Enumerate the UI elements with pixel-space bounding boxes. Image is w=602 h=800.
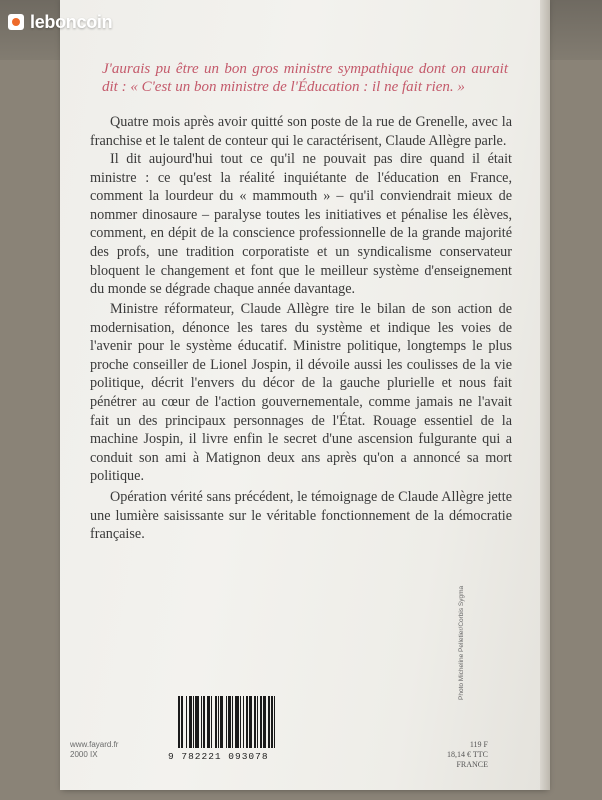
paragraph-1: Quatre mois après avoir quitté son poste de la rue de Grenelle, avec la franchise et le talent de conteur qui le caractérisent, Claude Allègre parle.	[90, 114, 512, 149]
publisher-info	[70, 740, 118, 760]
barcode-stripe	[275, 696, 277, 748]
leboncoin-logo-text: leboncoin	[30, 11, 113, 32]
paragraph-4: Opération vérité sans précédent, le témoignage de Claude Allègre jette une lumière saisissante sur le véritable fonctionnement de la démocratie française.	[90, 489, 512, 543]
cover-quote: J'aurais pu être un bon gros ministre sympathique dont on aurait dit : « C'est un bon ministre de l'Éducation : il ne fait rien. »	[102, 61, 508, 95]
price-franc: 119 F	[469, 740, 488, 749]
publisher-code: 2000 IX	[70, 750, 98, 759]
price-euro: 18,14 € TTC FRANCE	[447, 750, 488, 769]
paragraph-3: Ministre réformateur, Claude Allègre tire le bilan de son action de modernisation, dénonce les tares du système et indique les voies de l'avenir pour le système éducatif. Ministre politique, longtemps le plus proche conseiller de Lionel Jospin, il dévoile aussi les coulisses de la vie politique, décrit l'envers du décor de la gauche plurielle et nous fait pénétrer au cœur de l'action gouvernementale, comme jamais ne l'avait fait un des principaux personnages de l'État. Rouage essentiel de la machine Jospin, il livre enfin le secret d'une ascension fulgurante qui a conduit son ami à Matignon deux ans après qu'on a annoncé sa mort politique.	[90, 301, 512, 485]
leboncoin-logo-icon	[8, 14, 24, 30]
book-spine-edge	[540, 0, 550, 790]
price-block	[420, 740, 488, 770]
leboncoin-watermark	[8, 10, 112, 34]
photo-credit: Photo Micheline Pelletier/Corbis Sygma	[458, 585, 465, 700]
isbn-barcode	[178, 696, 308, 748]
paragraph-2: Il dit aujourd'hui tout ce qu'il ne pouvait pas dire quand il était ministre : ce qu'est la réalité inquiétante de l'éducation en France, comment la lourdeur du « mammouth » – qu'il conviendrait mieux de nommer dinosaure – paralyse toutes les initiatives et pénalise les élèves, comment, en dépit de la conscience professionnelle de la grande majorité des profs, une tradition corporatiste et un syndicalisme conservateur bloquent le changement et font que le meilleur système d'enseignement du monde se dégrade chaque année davantage.	[90, 151, 512, 298]
publisher-website: www.fayard.fr	[70, 740, 119, 749]
isbn-number: 9 782221 093078	[168, 751, 269, 762]
